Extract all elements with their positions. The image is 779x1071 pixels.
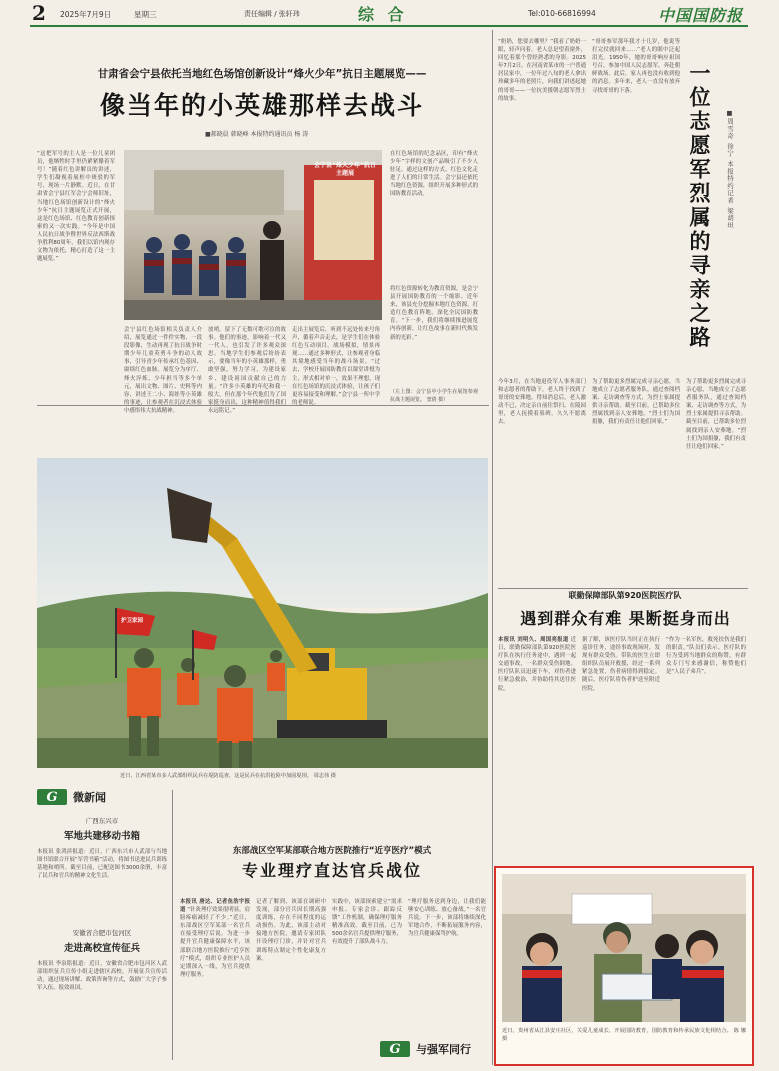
- eastern-byline: 本报讯 唐达、记者鱼浩宇报道: [180, 899, 250, 914]
- medical-byline: 本报讯 刘明久、周国亮报道: [498, 637, 569, 643]
- volunteer-col-e: 为了帮助更多烈属完成寻亲心愿，当地成立了志愿者服务队，通过查阅档案、走访调查等方式，为烈士家属提供寻亲帮助。截至目前，已帮助多位烈属找到亲人安葬地。“烈士们为国捐躯，我们有责任让他们回家。”: [686, 379, 746, 450]
- micro-news-item-1: [37, 816, 167, 918]
- micro-news-item-2: [37, 928, 167, 1050]
- medical-col-c: “作为一名军医，救死扶伤是我们的职责。”队员们表示。医疗队的行为受到当地群众的称赞，有群众专门写来感谢信，称赞他们是“人民子弟兵”。: [666, 637, 746, 676]
- flood-photo-illustration: [37, 458, 488, 768]
- eastern-col-c: 实践中，该部探索建立“需求申报、专家会诊、跟踪反馈”工作机制，确保理疗服务精准高效。截至目前，已为500余名官兵提供理疗服务，有效提升了部队战斗力。: [332, 899, 402, 946]
- medical-col-b: 据了解，该医疗队当时正在执行巡诊任务，途经事故现场时，发现有群众受伤。带队的医生立即组织队员展开救援，经过一系列紧急处置，伤者病情得到稳定。随后，医疗队将伤者护送至附近医院。: [582, 637, 660, 692]
- flood-flag-text: 护卫家园: [121, 618, 144, 624]
- page-number: 2: [32, 1, 46, 25]
- bottom-section-logo-icon: G: [380, 1041, 410, 1057]
- volunteer-headline: 一位志愿军烈属的寻亲之路: [687, 62, 712, 350]
- medical-col-a-text: 近日，联勤保障部队第920医院医疗队在执行任务途中，遇到一起交通事故，一名群众受伤倒地。医疗队队员迅速下车，对伤者进行紧急救治，并协助将其送往医院。: [498, 637, 576, 692]
- volunteer-col-b: “哥哥参军那年我才十几岁，他说等打完仗就回来……”老人的眼中泛起泪光。1950年，她的哥哥响应祖国号召，参加中国人民志愿军，奔赴朝鲜战场。此后，家人再也没有收到他的消息。多年来，老人一直没有放弃寻找哥哥的下落。: [592, 39, 680, 94]
- section-title: 综 合: [358, 5, 408, 24]
- lead-headline: 像当年的小英雄那样去战斗: [99, 91, 424, 120]
- eastern-col-a-text: “针灸理疗效果很明显，肩膀疼痛减轻了不少。”近日，东部战区空军某部一名官兵在接受理疗后说。为进一步提升官兵健康保障水平，该部联合地方医院推行“近亨医疗”模式，组织专业医护人员定期深入一线，为官兵提供理疗服务。: [180, 907, 250, 978]
- micro-news-divider: [172, 790, 173, 1060]
- bottom-section-header: [380, 1040, 492, 1058]
- issue-date: 2025年7月9日: [60, 10, 112, 19]
- lead-divider: [37, 405, 489, 406]
- micro-news-logo-icon: G: [37, 789, 67, 805]
- lead-col-2: 会宁县红色场馆相关负责人介绍，展览通过一件件实物、一段段影像，生动再现了抗日战争时期少年儿童英勇斗争的动人故事，引导青少年传承红色基因、赓续红色血脉。展览分为序厅、烽火淬炼、少年担当等多个单元，展出文物、图片、史料等内容，讲述王二小、海娃等小英雄的事迹，让参观者在沉浸式体验中感悟伟大抗战精神。: [124, 327, 202, 414]
- classroom-photo-frame: [494, 866, 754, 1066]
- exhibit-banner: 会宁县“烽火少年”抗日主题展: [314, 162, 376, 177]
- eastern-kicker: 东部战区空军某部联合地方医院推行“近亨医疗”模式: [232, 846, 432, 856]
- flood-photo: [37, 458, 488, 768]
- classroom-photo-illustration: [502, 874, 746, 1022]
- micro-news-header: [37, 788, 172, 806]
- medical-kicker: 联勤保障部队第920医院医疗队: [568, 591, 682, 600]
- micro-news-title: 微新闻: [73, 791, 106, 804]
- classroom-photo: [502, 874, 746, 1022]
- exhibit-photo: [124, 150, 382, 320]
- lead-col-5: 在红色场馆的纪念品区，印有“烽火少年”字样的文创产品吸引了不少人驻足。通过这样的方式，红色文化走进了人们的日常生活。会宁县还依托当地红色资源，组织开展多种形式的国防教育活动。: [390, 151, 478, 198]
- issue-weekday: 星期三: [134, 10, 157, 19]
- masthead: [0, 0, 779, 26]
- volunteer-divider: [498, 588, 748, 589]
- lead-col-3: 放哨，留下了无数可歌可泣的故事。他们的事迹，影响着一代又一代人，也引发了许多观众深思。当地学生们参观后纷纷表示，要像当年的小英雄那样，勇敢坚强，努力学习，为建设家乡、建设祖国贡献自己的力量。“许多小英雄的年纪和我一般大，但在那个年代他们为了国家挺身而出，这种精神值得我们永远铭记。”: [208, 327, 286, 414]
- micro-news-body: 本报讯 李泉铭报道：近日，安徽省合肥市包河区人武部组织征兵宣传小组走进辖区高校，开展征兵宣传活动，通过现场讲解、政策咨询等方式，鼓励广大学子参军入伍、报效祖国。: [37, 961, 167, 992]
- lead-tail-caption: （左上图：会宁县中小学生在展馆参观抗战主题展览。 窦倩 摄）: [390, 389, 478, 404]
- eastern-headline: 专业理疗直达官兵战位: [241, 861, 422, 880]
- eastern-col-b: 记者了解到，该部在调研中发现，部分官兵因长期高强度训练，存在不同程度的运动损伤。为此，该部主动对接地方医院，邀请专家团队开设理疗门诊，并针对官兵训练特点制定个性化康复方案。: [256, 899, 326, 962]
- micro-news-kicker: 广西东兴市: [85, 817, 119, 825]
- paper-logo: 中国国防报: [658, 6, 744, 25]
- classroom-photo-caption: 近日，贵州省从江县安庄社区，关爱儿童成长、开展国防教育，国防教育和传承民族文化相结合。 陈 娜 摄: [502, 1028, 746, 1042]
- bottom-section-title: 与强军同行: [416, 1043, 471, 1056]
- volunteer-col-a: “奶奶，您要去哪里？”我看了奶奶一眼，轻声问着。老人总是望着窗外，回忆着那个曾经熟悉的身影。2025年7月2日，在河南省某市的一户普通居民家中，一位年过八旬的老人拿出珍藏多年的老照片，向我们讲述起她的哥哥——一位抗美援朝志愿军烈士的故事。: [498, 39, 586, 102]
- volunteer-col-d: 为了帮助更多烈属完成寻亲心愿，当地成立了志愿者服务队，通过查阅档案、走访调查等方式，为烈士家属提供寻亲帮助。截至目前，已帮助多位烈属找到亲人安葬地。“烈士们为国捐躯，我们有责任让他们回家。”: [592, 379, 680, 426]
- micro-news-kicker: 安徽省合肥市包河区: [72, 929, 132, 937]
- page-center-divider: [492, 30, 493, 1065]
- flood-photo-caption: 近日，江西省某市多人武部组织民兵在堤防巡查，这是民兵在抗洪抢险中加固堤坝。 周志伟 摄: [120, 773, 336, 779]
- volunteer-byline: ■周雪奇 徐宁 本报特约记者 梁胡坦: [726, 110, 733, 230]
- section-tel: Tel:010-66816994: [528, 9, 596, 18]
- micro-news-headline: 走进高校宣传征兵: [63, 943, 140, 954]
- micro-news-body: 本报讯 张鸿滨报道：近日，广西东兴市人武部与当地图书馆联合开展“军营书箱”活动，将图书送进民兵训练基地和哨所。截至目前，已配送图书3000余册，丰富了民兵和官兵的精神文化生活。: [37, 849, 167, 880]
- masthead-divider: [30, 25, 748, 27]
- eastern-col-a: [180, 898, 250, 1058]
- medical-headline: 遇到群众有难 果断挺身而出: [520, 609, 731, 628]
- lead-col-1: “这把军号的主人是一位儿童团员，他牺牲时手里仍紧紧攥着军号！”随着红色讲解员的讲述，学生们凝视着展柜中斑驳的军号，现场一片静默。近日，在甘肃省会宁县红军会宁会师旧址，当地红色场馆创新设计的“烽火少年”抗日主题展览正式开展，这是红色场馆、红色教育创新探索的又一次实践。“今年是中国人民抗日战争暨世界反法西斯战争胜利80周年，我们以馆内现存文物为依托，精心打造了这一主题展览。”: [37, 151, 115, 263]
- volunteer-col-c: 今年3月，在当地退役军人事务部门和志愿者的帮助下，老人终于找到了哥哥的安葬地。得知消息后，老人激动不已，决定亲自前往祭扫。在陵园里，老人抚摸着墓碑，久久不愿离去。: [498, 379, 586, 426]
- lead-col-6: 将红色资源转化为教育资源，是会宁县开展国防教育的一个缩影。近年来，该县充分挖掘本地红色资源，打造红色教育阵地，深化全民国防教育。“下一步，我们将继续推进展览内容创新，让红色故事在新时代焕发新的光彩。”: [390, 286, 478, 341]
- lead-kicker: 甘肃省会宁县依托当地红色场馆创新设计“烽火少年”抗日主题展览——: [97, 68, 427, 80]
- editor-credit: 责任编辑 / 张轩玮: [244, 10, 300, 18]
- lead-col-4: 走出主展览后，听到不远处传来号角声，循着声音走去，是学生们在体验红色互动项目。战场模拟，情景再现……通过多种形式，让参观者身临其境地感受当年的战斗场景。“过去，学校开展国防教育以课堂讲授为主，形式相对单一，效果不理想，现在红色场馆的沉浸式体验，让孩子们更容易接受和理解。”会宁县一所中学的老师说。: [292, 327, 380, 406]
- lead-byline: ■郝晓晨 韩晓峰 本报特约通讯员 杨 涛: [205, 131, 309, 138]
- micro-news-headline: 军地共建移动书箱: [63, 831, 140, 842]
- eastern-col-d: “理疗服务送到身边，让我们能够安心训练、放心备战。”一名官兵说。下一步，该部将继续深化军地合作，不断拓展服务内容，为官兵健康保驾护航。: [408, 899, 486, 938]
- medical-col-a: [498, 636, 576, 856]
